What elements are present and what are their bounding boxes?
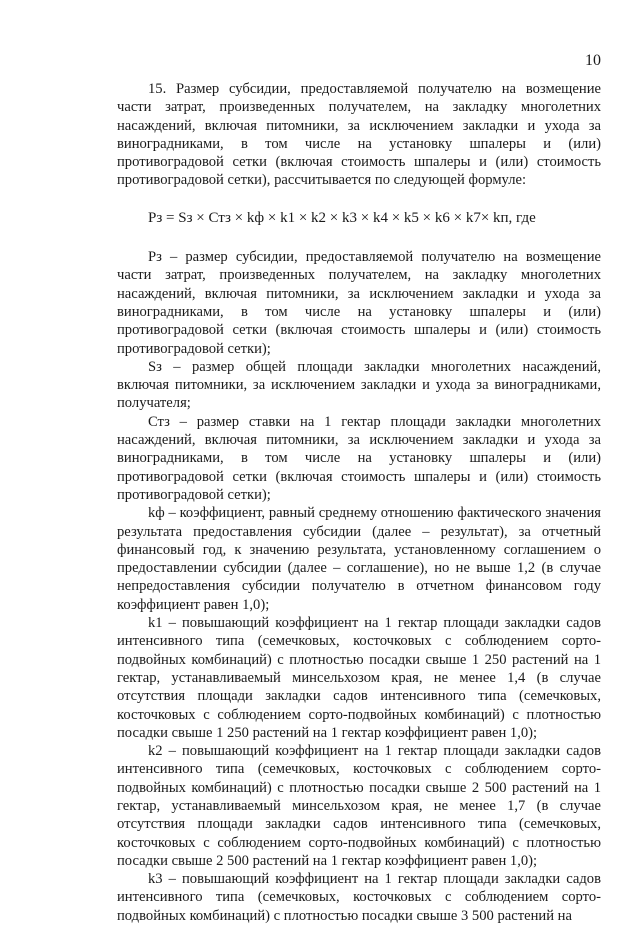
definition-k2: k2 – повышающий коэффициент на 1 гектар площади закладки садов интенсивного типа (семечковых, косточковых с соблюдением сорто-подвойных комбинаций) с плотностью посадки свыше 2 500 растений на 1 гектар, устанавливаемый минсельхозом края, не менее 1,7 (в случае отсутствия площади закладки садов интенсивного типа (семечковых, косточковых с соблюдением сорто-подвойных комбинаций) с плотностью посадки свыше 2 500 растений на 1 гектар коэффициент равен 1,0); xyxy=(117,743,601,869)
definition-k1: k1 – повышающий коэффициент на 1 гектар площади закладки садов интенсивного типа (семечковых, косточковых с соблюдением сорто-подвойных комбинаций) с плотностью посадки свыше 1 250 растений на 1 гектар, устанавливаемый минсельхозом края, не менее 1,4 (в случае отсутствия площади закладки садов интенсивного типа (семечковых, косточковых с соблюдением сорто-подвойных комбинаций) с плотностью посадки свыше 1 250 растений на 1 гектар коэффициент равен 1,0); xyxy=(117,615,601,741)
definition-st: Стз – размер ставки на 1 гектар площади закладки многолетних насаждений, включая питомники, за исключением закладки и ухода за виноградниками, в том числе на установку шпалеры и (или) противоградовой сетки (включая стоимость шпалеры и (или) стоимость противоградовой сетки); xyxy=(117,413,601,503)
document-body xyxy=(117,80,601,925)
definition-k3: k3 – повышающий коэффициент на 1 гектар площади закладки садов интенсивного типа (семечковых, косточковых с соблюдением сорто-подвойных комбинаций) с плотностью посадки свыше 3 500 растений на xyxy=(117,871,601,924)
definition-p: Pз – размер субсидии, предоставляемой получателю на возмещение части затрат, произведенных получателем, на закладку многолетних насаждений, включая питомники, за исключением закладки и ухода за виноградниками, в том числе на установку шпалеры и (или) противоградовой сетки (включая стоимость шпалеры и (или) стоимость противоградовой сетки); xyxy=(117,249,601,357)
subsidy-formula: Pз = Sз × Стз × kф × k1 × k2 × k3 × k4 × k5 × k6 × k7× kп, где xyxy=(148,209,536,226)
definition-s: Sз – размер общей площади закладки многолетних насаждений, включая питомники, за исключением закладки и ухода за виноградниками, получателя; xyxy=(117,358,601,412)
paragraph-15: 15. Размер субсидии, предоставляемой получателю на возмещение части затрат, произведенных получателем, на закладку многолетних насаждений, включая питомники, за исключением закладки и ухода за виноградниками, в том числе на установку шпалеры и (или) противоградовой сетки (включая стоимость шпалеры и (или) стоимость противоградовой сетки), рассчитывается по следующей формуле: xyxy=(117,81,601,189)
definition-kf: kф – коэффициент, равный среднему отношению фактического значения результата предоставления субсидии (далее – результат), за отчетный финансовый год, к значению результата, установленному соглашением о предоставлении субсидии (далее – соглашение), но не выше 1,2 (в случае непредоставления субсидии получателю в отчетном финансовом году коэффициент равен 1,0); xyxy=(117,505,601,613)
page-number: 10 xyxy=(585,52,601,69)
